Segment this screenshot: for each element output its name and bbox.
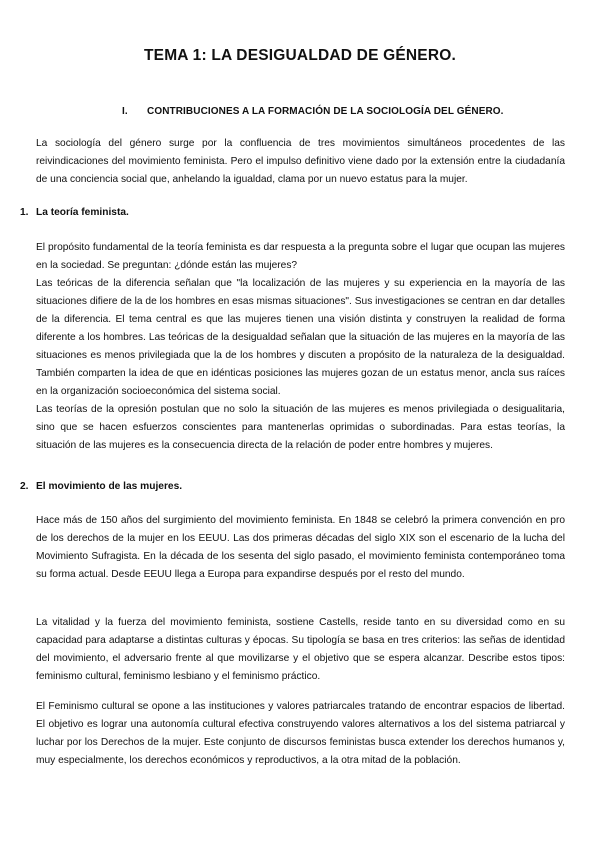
subsection-number: 2. <box>20 481 29 492</box>
subsection-number: 1. <box>20 207 29 218</box>
womens-movement-paragraph-2: La vitalidad y la fuerza del movimiento feminista, sostiene Castells, reside tanto en su diversidad como en su capacidad para adaptarse a distintas culturas y épocas. Su tipología se basa en tres criterios: las señas de identidad del movimiento, el adversario frente al que movilizarse y el objetivo que se espera alcanzar. Describe estos tipos: feminismo cultural, feminismo lesbiano y el feminismo práctico. <box>36 617 565 682</box>
subsection-title: La teoría feminista. <box>36 207 129 218</box>
feminist-theory-paragraph: El propósito fundamental de la teoría feminista es dar respuesta a la pregunta sobre el lugar que ocupan las mujeres en la sociedad. Se preguntan: ¿dónde están las mujeres? Las teóricas de la diferencia señalan que "la localización de las mujeres y su experiencia en la mayoría de las situaciones difiere de la de los hombres en esas mismas situaciones". Sus investigaciones se centran en dar detalles de la diferencia. El tema central es que las mujeres tienen una visión distinta y construyen la realidad de forma diferente a los hombres. Las teóricas de la desigualdad señalan que la situación de las mujeres en la mayoría de las situaciones es menos privilegiada que la de los hombres y discuten a propósito de la naturaleza de la desigualdad. También comparten la idea de que en idénticas posiciones las mujeres gozan de un estatus menor, ancla sus raíces en la organización socioeconómica del sistema social. Las teorías de la opresión postulan que no solo la situación de las mujeres es menos privilegiada o desigualitaria, sino que se hacen esfuerzos conscientes para mantenerlas oprimidas o subordinadas. Para estas teorías, la situación de las mujeres es la consecuencia directa de la relación de poder entre hombres y mujeres. <box>36 242 565 451</box>
subsection-heading-1 <box>20 207 129 218</box>
subsection-title: El movimiento de las mujeres. <box>36 481 183 492</box>
section-title: CONTRIBUCIONES A LA FORMACIÓN DE LA SOCIOLOGÍA DEL GÉNERO. <box>147 106 504 117</box>
section-heading <box>122 106 504 117</box>
document-title: TEMA 1: LA DESIGUALDAD DE GÉNERO. <box>143 47 457 64</box>
womens-movement-paragraph-1: Hace más de 150 años del surgimiento del movimiento feminista. En 1848 se celebró la primera convención en pro de los derechos de la mujer en los EEUU. Las dos primeras décadas del siglo XIX son el escenario de la lucha del Movimiento Sufragista. En la década de los sesenta del siglo pasado, el movimiento feminista contemporáneo toma su forma actual. Desde EEUU llega a Europa para expandirse después por el resto del mundo. <box>36 515 565 580</box>
subsection-heading-2 <box>20 481 182 492</box>
section-number: I. <box>122 106 128 117</box>
womens-movement-paragraph-3: El Feminismo cultural se opone a las instituciones y valores patriarcales tratando de encontrar espacios de libertad. El objetivo es lograr una autonomía cultural efectiva construyendo valores alternativos a los del sistema patriarcal y luchar por los Derechos de la mujer. Este conjunto de discursos feministas busca extender los derechos humanos y, muy especialmente, los derechos económicos y reproductivos, a la otra mitad de la población. <box>36 701 565 766</box>
intro-paragraph: La sociología del género surge por la confluencia de tres movimientos simultáneos procedentes de las reivindicaciones del movimiento feminista. Pero el impulso definitivo viene dado por la extensión entre la ciudadanía de una conciencia social que, anhelando la igualdad, clama por un nuevo estatus para la mujer. <box>36 138 565 185</box>
